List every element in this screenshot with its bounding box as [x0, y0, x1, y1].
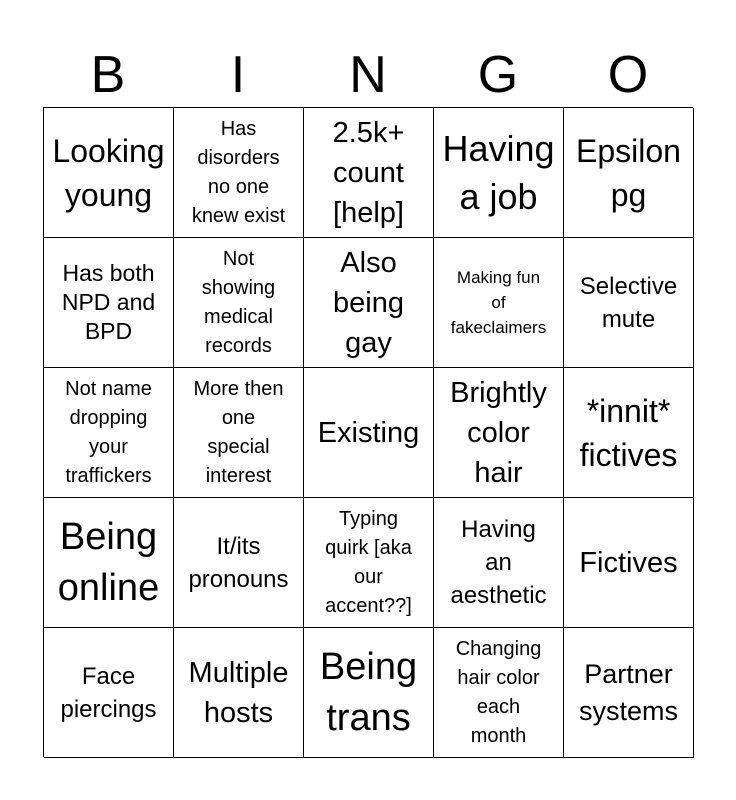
bingo-cell[interactable]: Not name dropping your traffickers [44, 368, 174, 498]
bingo-cell[interactable]: Having an aesthetic [434, 498, 564, 628]
header-letter-i: I [230, 46, 246, 104]
bingo-cell[interactable]: 2.5k+ count [help] [304, 108, 434, 238]
bingo-cell[interactable]: Brightly color hair [434, 368, 564, 498]
header-letter-o: O [607, 46, 649, 104]
bingo-cell[interactable]: Changing hair color each month [434, 628, 564, 758]
bingo-cell[interactable]: Existing [304, 368, 434, 498]
header-letter-n: N [349, 46, 387, 104]
bingo-header [43, 44, 693, 106]
header-letter-b: B [90, 46, 126, 104]
bingo-cell[interactable]: Multiple hosts [174, 628, 304, 758]
bingo-cell[interactable]: Partner systems [564, 628, 694, 758]
bingo-cell[interactable]: Not showing medical records [174, 238, 304, 368]
bingo-cell[interactable]: Has both NPD and BPD [44, 238, 174, 368]
bingo-cell[interactable]: More then one special interest [174, 368, 304, 498]
bingo-cell[interactable]: Epsilon pg [564, 108, 694, 238]
bingo-cell[interactable]: Making fun of fakeclaimers [434, 238, 564, 368]
bingo-board [43, 107, 693, 757]
header-letter-g: G [477, 46, 519, 104]
bingo-cell[interactable]: Face piercings [44, 628, 174, 758]
bingo-cell[interactable]: Also being gay [304, 238, 434, 368]
bingo-cell[interactable]: *innit* fictives [564, 368, 694, 498]
bingo-cell[interactable]: Looking young [44, 108, 174, 238]
bingo-cell[interactable]: Fictives [564, 498, 694, 628]
bingo-cell[interactable]: Selective mute [564, 238, 694, 368]
bingo-cell[interactable]: Being online [44, 498, 174, 628]
bingo-cell[interactable]: Has disorders no one knew exist [174, 108, 304, 238]
bingo-cell[interactable]: Being trans [304, 628, 434, 758]
bingo-cell[interactable]: It/its pronouns [174, 498, 304, 628]
bingo-cell[interactable]: Having a job [434, 108, 564, 238]
bingo-cell[interactable]: Typing quirk [aka our accent??] [304, 498, 434, 628]
